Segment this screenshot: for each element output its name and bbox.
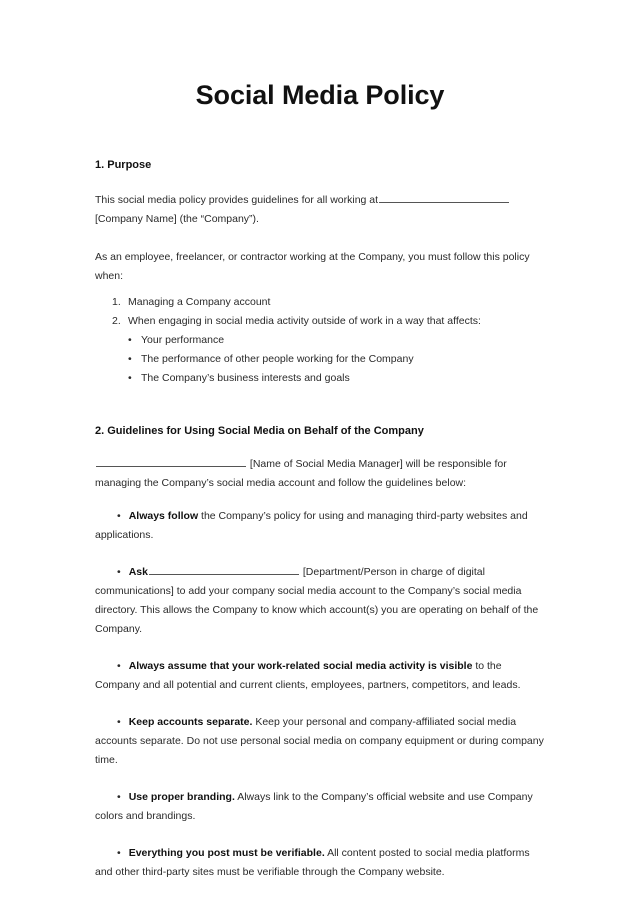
list-item-lead: Always follow — [128, 510, 199, 523]
purpose-intro-text-before-blank: This social media policy provides guidelines for all working at — [95, 193, 379, 206]
department-person-blank-field[interactable] — [149, 563, 299, 575]
list-marker: 2. — [112, 314, 121, 327]
list-item-lead: Everything you post must be verifiable. — [128, 847, 325, 860]
list-item-label: When engaging in social media activity outside of work in a way that affects: — [128, 314, 481, 327]
bullet-dot-icon: • — [117, 847, 121, 860]
bullet-dot-icon: • — [117, 510, 121, 523]
list-marker: 1. — [112, 295, 121, 308]
list-item-lead: Use proper branding. — [128, 791, 235, 804]
purpose-sub-bullet-list — [128, 331, 545, 388]
list-item — [95, 713, 545, 770]
bullet-dot-icon: • — [128, 371, 132, 384]
purpose-numbered-list — [95, 286, 545, 388]
purpose-intro-paragraph — [95, 174, 545, 229]
list-item-label: [Department/Person in charge of digital communications] to add your company social media account to the Company’s social media directory. This allows the Company to know which account(s) you are operating on behalf of the Company. — [95, 566, 539, 636]
purpose-scope-paragraph: As an employee, freelancer, or contractor working at the Company, you must follow this policy when: — [95, 250, 530, 282]
list-item — [95, 788, 545, 826]
purpose-intro-text-after-blank: [Company Name] (the “Company”). — [95, 212, 259, 225]
list-item-label: to the Company and all potential and current clients, employees, partners, competitors, and leads. — [95, 660, 521, 692]
list-item-lead: Keep accounts separate. — [128, 716, 253, 729]
bullet-dot-icon: • — [128, 352, 132, 365]
list-item — [128, 369, 545, 388]
list-item — [95, 657, 545, 695]
list-item-label: All content posted to social media platforms and other third-party sites must be verifiable through the Company website. — [95, 847, 530, 879]
bullet-dot-icon: • — [117, 566, 121, 579]
bullet-dot-icon: • — [117, 791, 121, 804]
bullet-dot-icon: • — [117, 716, 121, 729]
list-item-lead: Always assume that your work-related social media activity is visible — [128, 660, 473, 673]
section-heading-guidelines: 2. Guidelines for Using Social Media on Behalf of the Company — [95, 424, 424, 437]
section-heading-purpose: 1. Purpose — [95, 159, 152, 172]
list-item-label: Always link to the Company’s official website and use Company colors and brandings. — [95, 791, 533, 823]
list-item — [128, 350, 545, 369]
list-item — [95, 563, 545, 639]
list-item-label: Managing a Company account — [128, 295, 271, 308]
bullet-dot-icon: • — [128, 333, 132, 346]
guidelines-bullet-list — [95, 493, 545, 882]
social-media-manager-paragraph — [95, 439, 545, 493]
list-item-label: The performance of other people working for the Company — [141, 352, 414, 365]
list-item — [95, 293, 545, 312]
list-item-lead: Ask — [128, 566, 148, 579]
list-item-label: Keep your personal and company-affiliated social media accounts separate. Do not use personal social media on company equipment or during company time. — [95, 716, 544, 767]
list-item — [95, 844, 545, 882]
list-item — [95, 507, 545, 545]
list-item — [95, 312, 545, 388]
page-title: Social Media Policy — [195, 80, 445, 110]
manager-paragraph-text: [Name of Social Media Manager] will be responsible for managing the Company’s social media account and follow the guidelines below: — [95, 458, 507, 490]
list-item — [128, 331, 545, 350]
company-name-blank-field[interactable] — [379, 191, 509, 203]
list-item-label: the Company’s policy for using and managing third-party websites and applications. — [95, 510, 528, 542]
list-item-label: Your performance — [141, 333, 225, 346]
list-item-label: The Company’s business interests and goals — [141, 371, 350, 384]
bullet-dot-icon: • — [117, 660, 121, 673]
manager-name-blank-field[interactable] — [96, 455, 246, 467]
document-content — [95, 0, 545, 893]
